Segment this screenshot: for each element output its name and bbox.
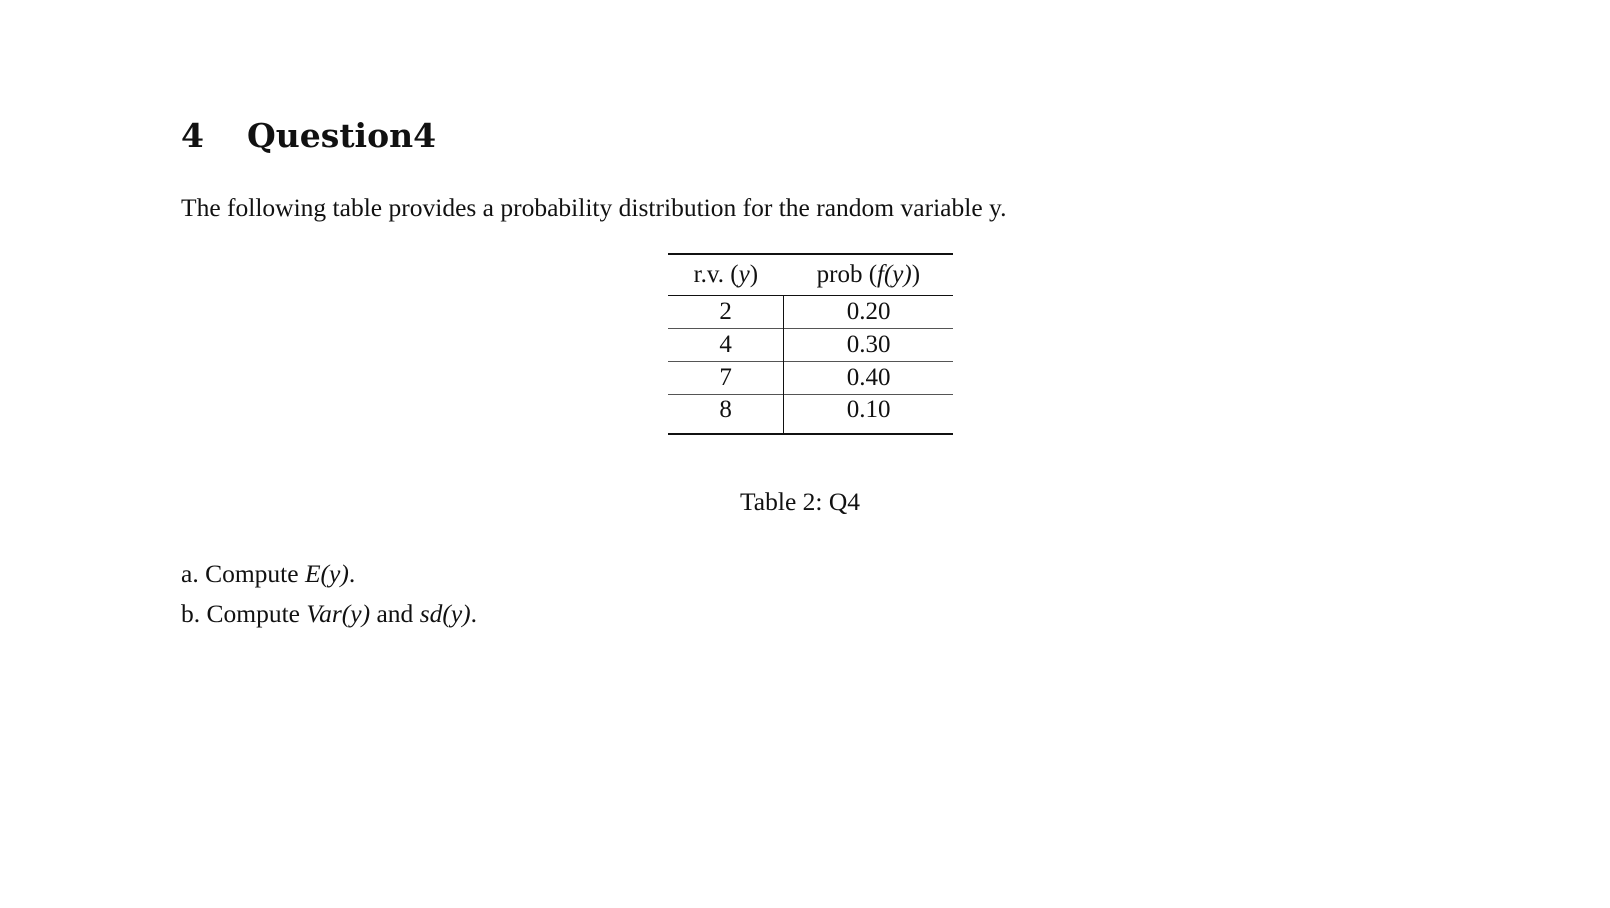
question-a-label: a. Compute bbox=[181, 559, 305, 588]
table-header-row bbox=[668, 254, 953, 296]
probability-table bbox=[668, 253, 953, 435]
intro-paragraph: The following table provides a probability distribution for the random variable y. bbox=[181, 193, 1007, 222]
table-caption: Table 2: Q4 bbox=[740, 487, 861, 516]
header-prob-prefix: prob ( bbox=[816, 261, 878, 288]
question-b-label: b. Compute bbox=[181, 599, 307, 628]
header-prob bbox=[784, 254, 953, 296]
section-title: Question4 bbox=[247, 116, 437, 155]
header-prob-math: f(y) bbox=[877, 261, 912, 288]
cell-y: 7 bbox=[668, 362, 784, 395]
table-row bbox=[668, 362, 953, 395]
section-heading bbox=[181, 112, 436, 160]
question-b-math-var: Var(y) bbox=[306, 599, 371, 628]
cell-y: 2 bbox=[668, 296, 784, 329]
question-b bbox=[181, 594, 477, 634]
header-rv-prefix: r.v. ( bbox=[693, 261, 739, 288]
header-rv-suffix: ) bbox=[749, 261, 759, 288]
cell-prob: 0.20 bbox=[846, 298, 891, 325]
header-rv-math: y bbox=[738, 261, 750, 288]
question-a bbox=[181, 554, 477, 594]
table-row bbox=[668, 395, 953, 435]
section-number: 4 bbox=[181, 116, 204, 155]
question-b-math-sd: sd(y) bbox=[419, 599, 471, 628]
header-prob-suffix: ) bbox=[911, 261, 921, 288]
question-a-end: . bbox=[348, 559, 356, 588]
cell-prob: 0.30 bbox=[846, 331, 891, 358]
question-a-math: E(y) bbox=[304, 559, 349, 588]
question-list bbox=[181, 554, 477, 634]
cell-prob: 0.40 bbox=[846, 364, 891, 391]
header-rv bbox=[668, 254, 784, 296]
cell-y: 4 bbox=[668, 329, 784, 362]
question-b-end: . bbox=[470, 599, 478, 628]
table-row bbox=[668, 329, 953, 362]
table-row bbox=[668, 296, 953, 329]
cell-prob: 0.10 bbox=[846, 396, 891, 423]
cell-y: 8 bbox=[668, 395, 784, 435]
question-b-mid: and bbox=[370, 599, 420, 628]
